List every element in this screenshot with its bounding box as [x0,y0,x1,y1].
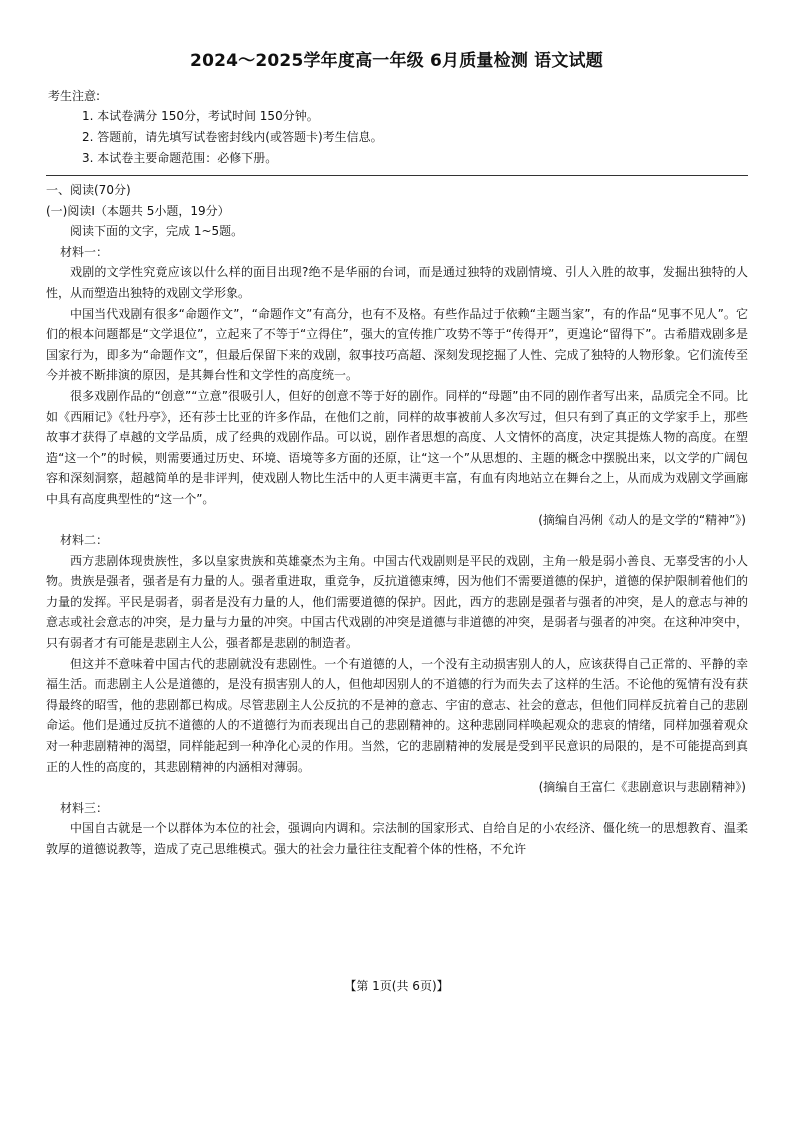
material-1-paragraph: 中国当代戏剧有很多“命题作文”，“命题作文”有高分，也有不及格。有些作品过于依赖“主题当家”，有的作品“见事不见人”。它们的根本问题都是“文学退位”，立起来了不等于“立得住”，强大的宣传推广攻势不等于“传得开”，更遑论“留得下”。古希腊戏剧多是国家行为，即多为“命题作文”，但最后保留下来的戏剧，叙事技巧高超、深刻发现挖掘了人性、完成了独特的人物形象。它们流传至今并被不断排演的原因，是其舞台性和文学性的高度统一。 [46,306,748,383]
candidate-notice [48,86,758,169]
page-number: 【第 1页(共 6页)】 [344,979,449,993]
material-1-source: (摘编自冯俐《动人的是文学的“精神”》) [538,512,746,527]
notice-item: 2. 答题前，请先填写试卷密封线内(或答题卡)考生信息。 [82,130,383,144]
section-subtitle: (一)阅读Ⅰ（本题共 5小题，19分） [46,203,230,218]
section-title: 一、阅读(70分) [46,183,131,197]
notice-heading: 考生注意: [48,89,101,103]
material-1-paragraph: 戏剧的文学性究竟应该以什么样的面目出现?绝不是华丽的台词，而是通过独特的戏剧情境、引人入胜的故事，发掘出独特的人性，从而塑造出独特的戏剧文学形象。 [46,265,748,300]
material-2-source: (摘编自王富仁《悲剧意识与悲剧精神》) [538,780,746,795]
reading-section [46,180,748,860]
material-2-label: 材料二： [60,533,109,548]
material-3-label: 材料三： [60,800,109,815]
instruction: 阅读下面的文字，完成 1~5题。 [70,224,244,239]
material-3-paragraph: 中国自古就是一个以群体为本位的社会，强调向内调和。宗法制的国家形式、自给自足的小农经济、僵化统一的思想教育、温柔敦厚的道德说教等，造成了克己思维模式。强大的社会力量往往支配着个体的性格，不允许 [46,821,748,856]
notice-item: 1. 本试卷满分 150分，考试时间 150分钟。 [82,109,319,123]
divider-line [46,175,748,176]
material-2-paragraph: 西方悲剧体现贵族性，多以皇家贵族和英雄豪杰为主角。中国古代戏剧则是平民的戏剧，主角一般是弱小善良、无辜受害的小人物。贵族是强者，强者是有力量的人。强者重进取，重竞争，反抗道德束缚，因为他们不需要道德的保护，道德的保护限制着他们的力量的发挥。平民是弱者，弱者是没有力量的人，他们需要道德的保护。因此，西方的悲剧是强者与强者的冲突，是人的意志与神的意志或社会意志的冲突，是力量与力量的冲突。中国古代戏剧的冲突是道德与非道德的冲突，是弱者与强者的冲突。在这种冲突中，只有弱者才有可能是悲剧主人公，强者都是悲剧的制造者。 [46,553,748,651]
material-1-label: 材料一： [60,244,109,259]
material-1-paragraph: 很多戏剧作品的“创意”“立意”很吸引人，但好的创意不等于好的剧作。同样的“母题”由不同的剧作者写出来，品质完全不同。比如《西厢记》《牡丹亭》，还有莎士比亚的许多作品，在他们之前，同样的故事被前人多次写过，但只有到了真正的文学家手上，那些故事才获得了卓越的文学品质，成了经典的戏剧作品。可以说，剧作者思想的高度、人文情怀的高度，决定其提炼人物的高度。在塑造“这一个”的时候，则需要通过历史、环境、语境等多方面的还原，让“这一个”从思想的、主题的概念中摆脱出来，以文学的广阔包容和深刻洞察，超越简单的是非评判，使戏剧人物比生活中的人更丰满更丰富，有血有肉地站立在舞台之上，从而成为戏剧文学画廊中具有高度典型性的“这一个”。 [46,388,748,506]
notice-item: 3. 本试卷主要命题范围：必修下册。 [82,151,278,165]
exam-title: 2024～2025学年度高一年级 6月质量检测 语文试题 [190,51,603,71]
material-2-paragraph: 但这并不意味着中国古代的悲剧就没有悲剧性。一个有道德的人，一个没有主动损害别人的人，应该获得自己正常的、平静的幸福生活。而悲剧主人公是道德的，是没有损害别人的人，但他却因别人的不道德的行为而失去了这样的生活。不论他的冤情有没有获得最终的昭雪，他的悲剧都已构成。尽管悲剧主人公反抗的不是神的意志、宇宙的意志、社会的意志，但他们同样反抗着自己的悲剧命运。他们是通过反抗不道德的人的不道德行为而表现出自己的悲剧精神的。这种悲剧同样唤起观众的悲哀的情绪，同样加强着观众对一种悲剧精神的渴望，同样能起到一种净化心灵的作用。当然，它的悲剧精神的发展是受到平民意识的局限的，是不可能提高到真正的人性的高度的，其悲剧精神的内涵相对薄弱。 [46,656,748,774]
